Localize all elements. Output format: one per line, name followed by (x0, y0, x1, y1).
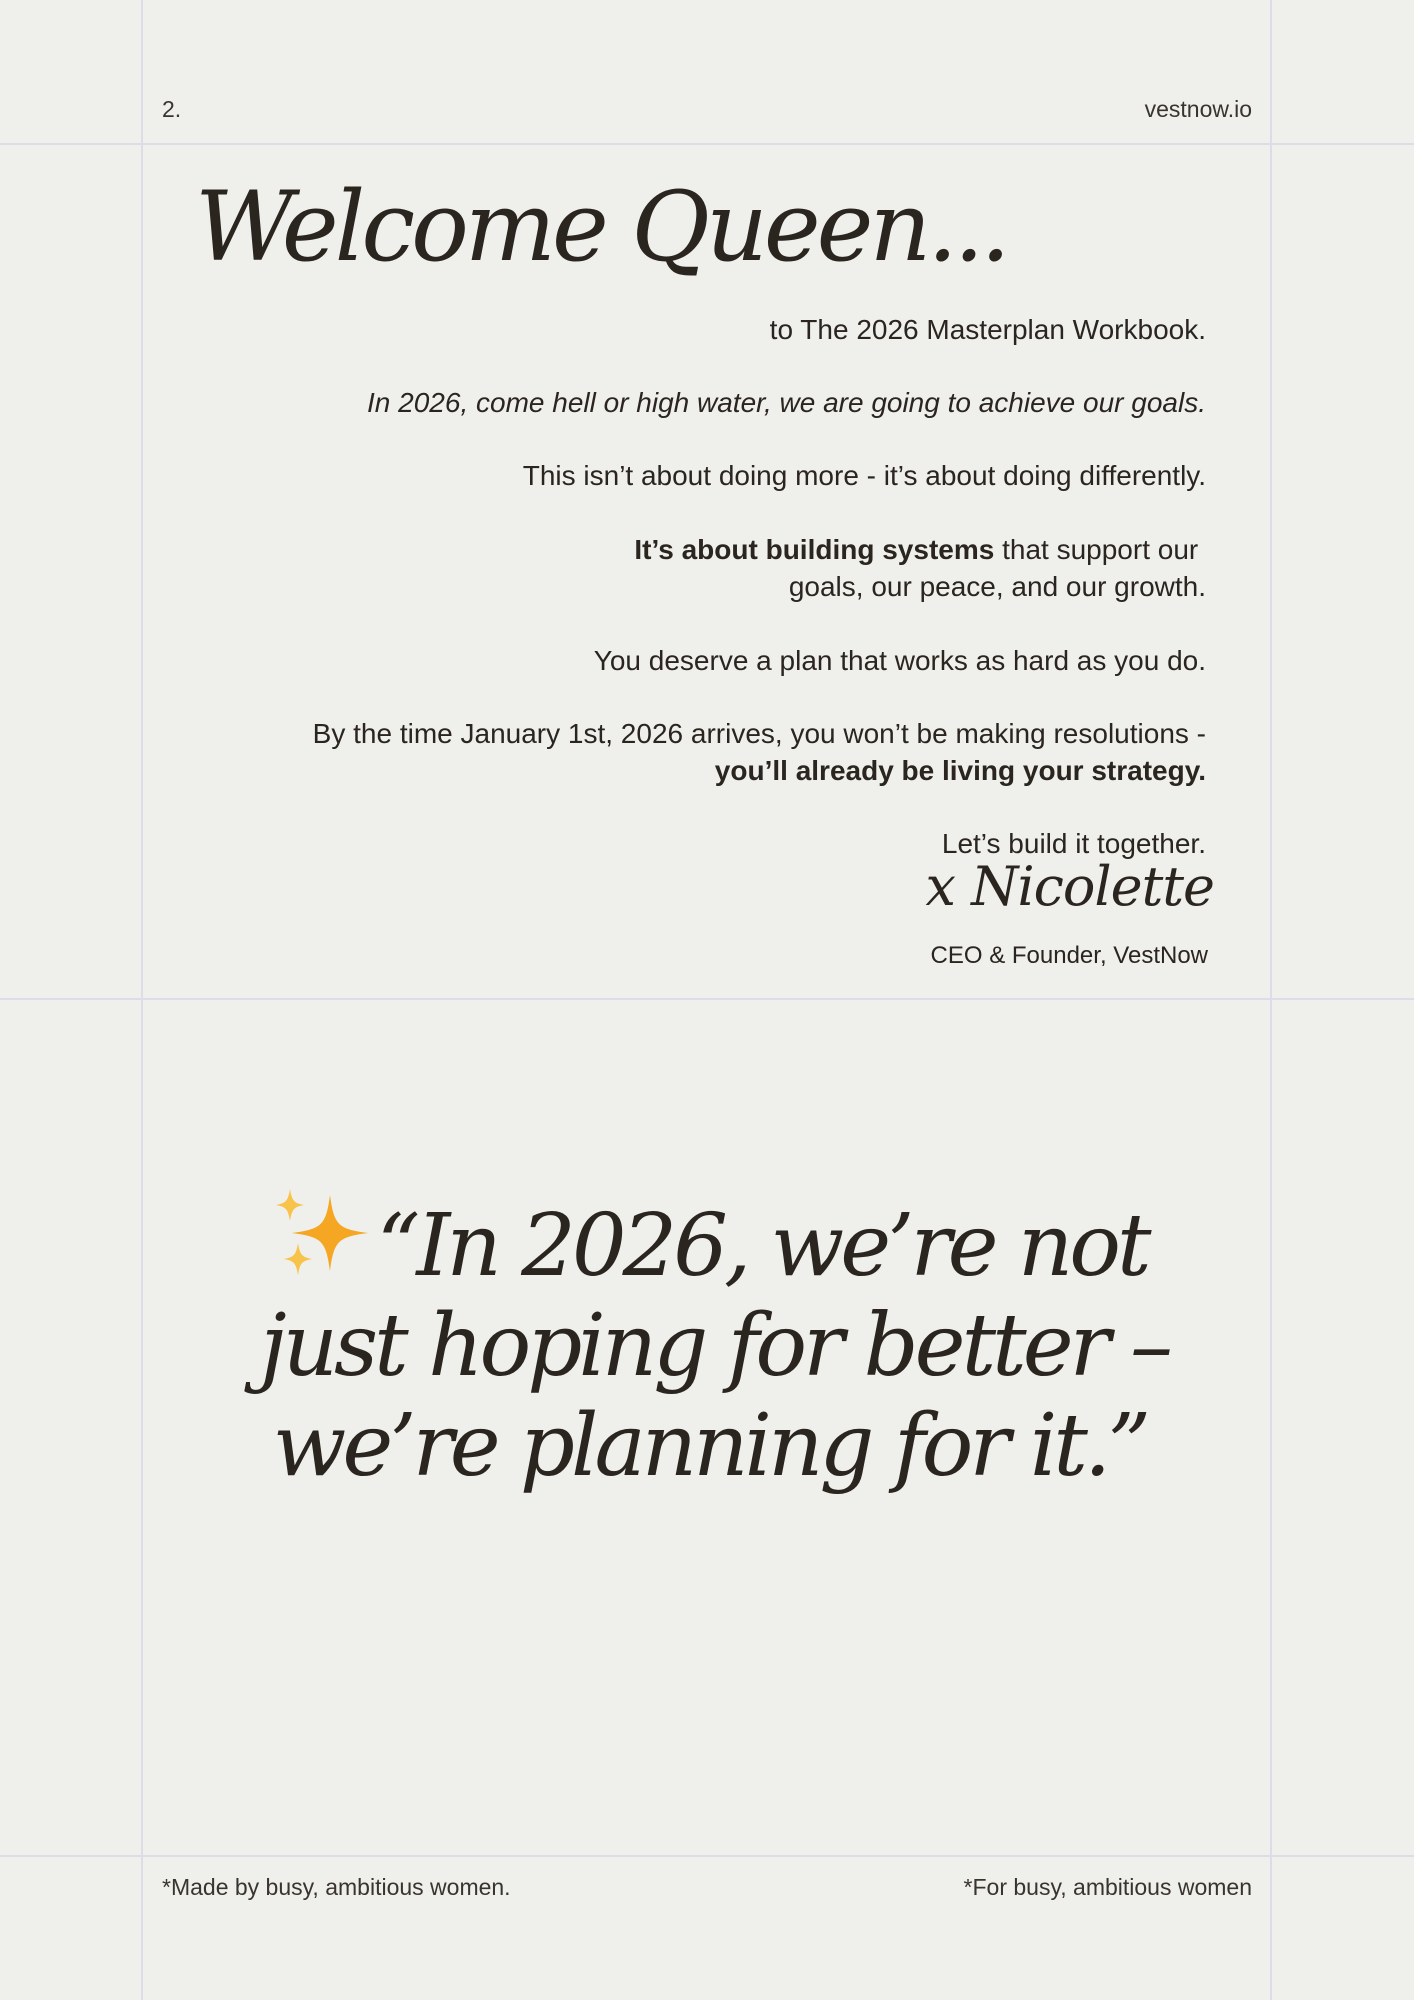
letter-systems-continued: goals, our peace, and our growth. (788, 571, 1206, 602)
letter-paragraph-strategy (313, 715, 1206, 789)
site-url: vestnow.io (1144, 96, 1252, 122)
quote-text-1: “In 2026, we’re not (376, 1196, 1148, 1296)
letter-line-differently: This isn’t about doing more - it’s about doing differently. (522, 460, 1206, 491)
quote-line-2: just hoping for better – (260, 1296, 1170, 1396)
letter-line-deserve: You deserve a plan that works as hard as you do. (593, 645, 1206, 676)
letter-line-intro: to The 2026 Masterplan Workbook. (769, 314, 1206, 345)
letter-systems-rest: that support our (994, 534, 1199, 565)
letter-strategy-bold: you’ll already be living your strategy. (714, 755, 1206, 786)
signature: x Nicolette (925, 855, 1214, 918)
page-number: 2. (162, 96, 182, 122)
guide-line-left (141, 0, 143, 2000)
footer-left-note: *Made by busy, ambitious women. (162, 1874, 511, 1900)
footer-right-note: *For busy, ambitious women (963, 1874, 1252, 1900)
page-title: Welcome Queen... (195, 171, 1007, 283)
letter-line-together: Let’s build it together. (941, 828, 1206, 859)
letter-paragraph-systems (634, 531, 1206, 605)
signature-title: CEO & Founder, VestNow (930, 942, 1208, 969)
guide-line-right (1270, 0, 1272, 2000)
quote-line-1 (260, 1185, 1160, 1296)
letter-systems-bold: It’s about building systems (634, 534, 995, 565)
guide-line-middle (0, 998, 1414, 1000)
letter-line-goal: In 2026, come hell or high water, we are going to achieve our goals. (367, 387, 1206, 418)
letter-strategy-line: By the time January 1st, 2026 arrives, you won’t be making resolutions - (312, 718, 1206, 749)
quote-line-3: we’re planning for it.” (272, 1396, 1148, 1496)
pull-quote (260, 1185, 1170, 1496)
guide-line-top (0, 143, 1414, 145)
sparkles-icon (272, 1185, 372, 1285)
guide-line-bottom (0, 1855, 1414, 1857)
